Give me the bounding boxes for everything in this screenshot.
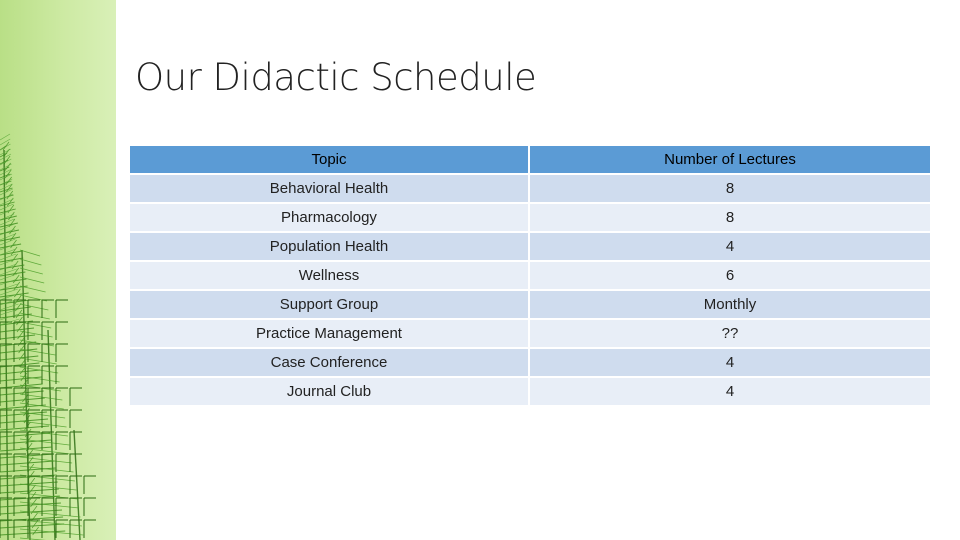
topic-cell: Practice Management xyxy=(129,319,529,348)
topic-cell: Behavioral Health xyxy=(129,174,529,203)
table-row xyxy=(129,203,931,232)
topic-cell: Case Conference xyxy=(129,348,529,377)
lectures-cell: 4 xyxy=(529,232,931,261)
lectures-cell: Monthly xyxy=(529,290,931,319)
topic-cell: Population Health xyxy=(129,232,529,261)
table-row xyxy=(129,319,931,348)
header-number-of-lectures: Number of Lectures xyxy=(529,145,931,174)
sidebar-band xyxy=(0,0,116,540)
topic-cell: Wellness xyxy=(129,261,529,290)
table-row xyxy=(129,348,931,377)
table-row xyxy=(129,174,931,203)
table-row xyxy=(129,377,931,406)
lectures-cell: 8 xyxy=(529,174,931,203)
header-topic: Topic xyxy=(129,145,529,174)
table-row xyxy=(129,290,931,319)
topic-cell: Journal Club xyxy=(129,377,529,406)
table-header-row xyxy=(129,145,931,174)
topic-cell: Support Group xyxy=(129,290,529,319)
table-row xyxy=(129,232,931,261)
table-row xyxy=(129,261,931,290)
slide-title: Our Didactic Schedule xyxy=(135,56,537,99)
lectures-cell: 8 xyxy=(529,203,931,232)
lectures-cell: 4 xyxy=(529,377,931,406)
lectures-cell: ?? xyxy=(529,319,931,348)
topic-cell: Pharmacology xyxy=(129,203,529,232)
schedule-table xyxy=(128,144,932,407)
lectures-cell: 4 xyxy=(529,348,931,377)
lectures-cell: 6 xyxy=(529,261,931,290)
fern-tree-icon xyxy=(0,0,116,540)
